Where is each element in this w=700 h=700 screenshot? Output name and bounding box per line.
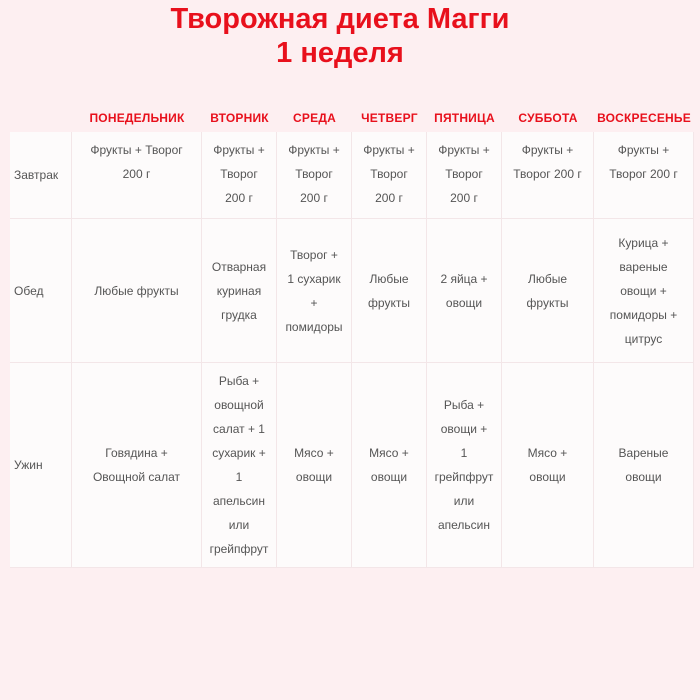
meal-cell: [277, 132, 352, 219]
meal-cell-text: Говядина + Овощной салат: [92, 446, 181, 484]
meal-cell: [202, 219, 277, 363]
meal-cell: [352, 363, 427, 568]
meal-cell-text: Любые фрукты: [526, 271, 569, 310]
meal-cell: [352, 132, 427, 219]
meal-cell-text: Рыба + овощи + 1 грейпфрут или апельсин: [434, 398, 494, 532]
meal-label: Обед: [10, 219, 72, 363]
day-header: СРЕДА: [277, 104, 352, 132]
meal-cell: [352, 219, 427, 363]
meal-cell: [277, 363, 352, 568]
meal-cell-text: Курица + вареные овощи + помидоры + цитрус: [609, 235, 678, 346]
title-line-1: Творожная диета Магги: [170, 3, 510, 35]
meal-cell: [427, 363, 502, 568]
meal-cell-text: Фрукты + Творог 200 г: [213, 143, 265, 205]
meal-cell: [72, 219, 202, 363]
meal-cell-text: Мясо + овощи: [294, 446, 334, 484]
title-line-2: 1 неделя: [276, 37, 404, 69]
meal-cell-text: Творог + 1 сухарик + помидоры: [285, 247, 343, 334]
meal-cell-text: Фрукты + Творог 200 г: [438, 143, 490, 205]
meal-cell-text: Любые фрукты: [94, 283, 179, 298]
meal-cell: [427, 132, 502, 219]
meal-cell: [202, 363, 277, 568]
meal-cell: [277, 219, 352, 363]
day-header: ВТОРНИК: [202, 104, 277, 132]
meal-cell: [594, 219, 694, 363]
meal-cell: [202, 132, 277, 219]
meal-cell-text: Отварная куриная грудка: [211, 259, 267, 322]
meal-cell-text: Фрукты + Творог 200 г: [609, 143, 678, 181]
day-header: ВОСКРЕСЕНЬЕ: [594, 104, 694, 132]
day-header: ПЯТНИЦА: [427, 104, 502, 132]
meal-cell: [594, 132, 694, 219]
meal-cell: [72, 132, 202, 219]
meal-cell-text: Фрукты + Творог 200 г: [363, 143, 415, 205]
meal-label: Завтрак: [10, 132, 72, 219]
meal-cell-text: Фрукты + Творог 200 г: [90, 143, 183, 181]
meal-cell: [594, 363, 694, 568]
meal-cell-text: Мясо + овощи: [527, 446, 568, 484]
day-header: ЧЕТВЕРГ: [352, 104, 427, 132]
meal-cell-text: Мясо + овощи: [369, 446, 409, 484]
meal-cell-text: Фрукты + Творог 200 г: [513, 143, 582, 181]
meal-cell-text: Вареные овощи: [618, 446, 669, 484]
table-corner: [10, 104, 72, 132]
meal-cell: [502, 219, 594, 363]
meal-cell-text: Любые фрукты: [368, 271, 410, 310]
day-header: СУББОТА: [502, 104, 594, 132]
meal-cell: [502, 132, 594, 219]
day-header: ПОНЕДЕЛЬНИК: [72, 104, 202, 132]
meal-cell: [427, 219, 502, 363]
meal-cell-text: Рыба + овощной салат + 1 сухарик + 1 апельсин или грейпфрут: [209, 374, 269, 556]
meal-cell: [502, 363, 594, 568]
meal-cell-text: Фрукты + Творог 200 г: [288, 143, 340, 205]
meal-label: Ужин: [10, 363, 72, 568]
page-title: [0, 2, 680, 70]
meal-cell-text: 2 яйца + овощи: [440, 271, 488, 310]
meal-cell: [72, 363, 202, 568]
diet-table: [10, 104, 694, 568]
